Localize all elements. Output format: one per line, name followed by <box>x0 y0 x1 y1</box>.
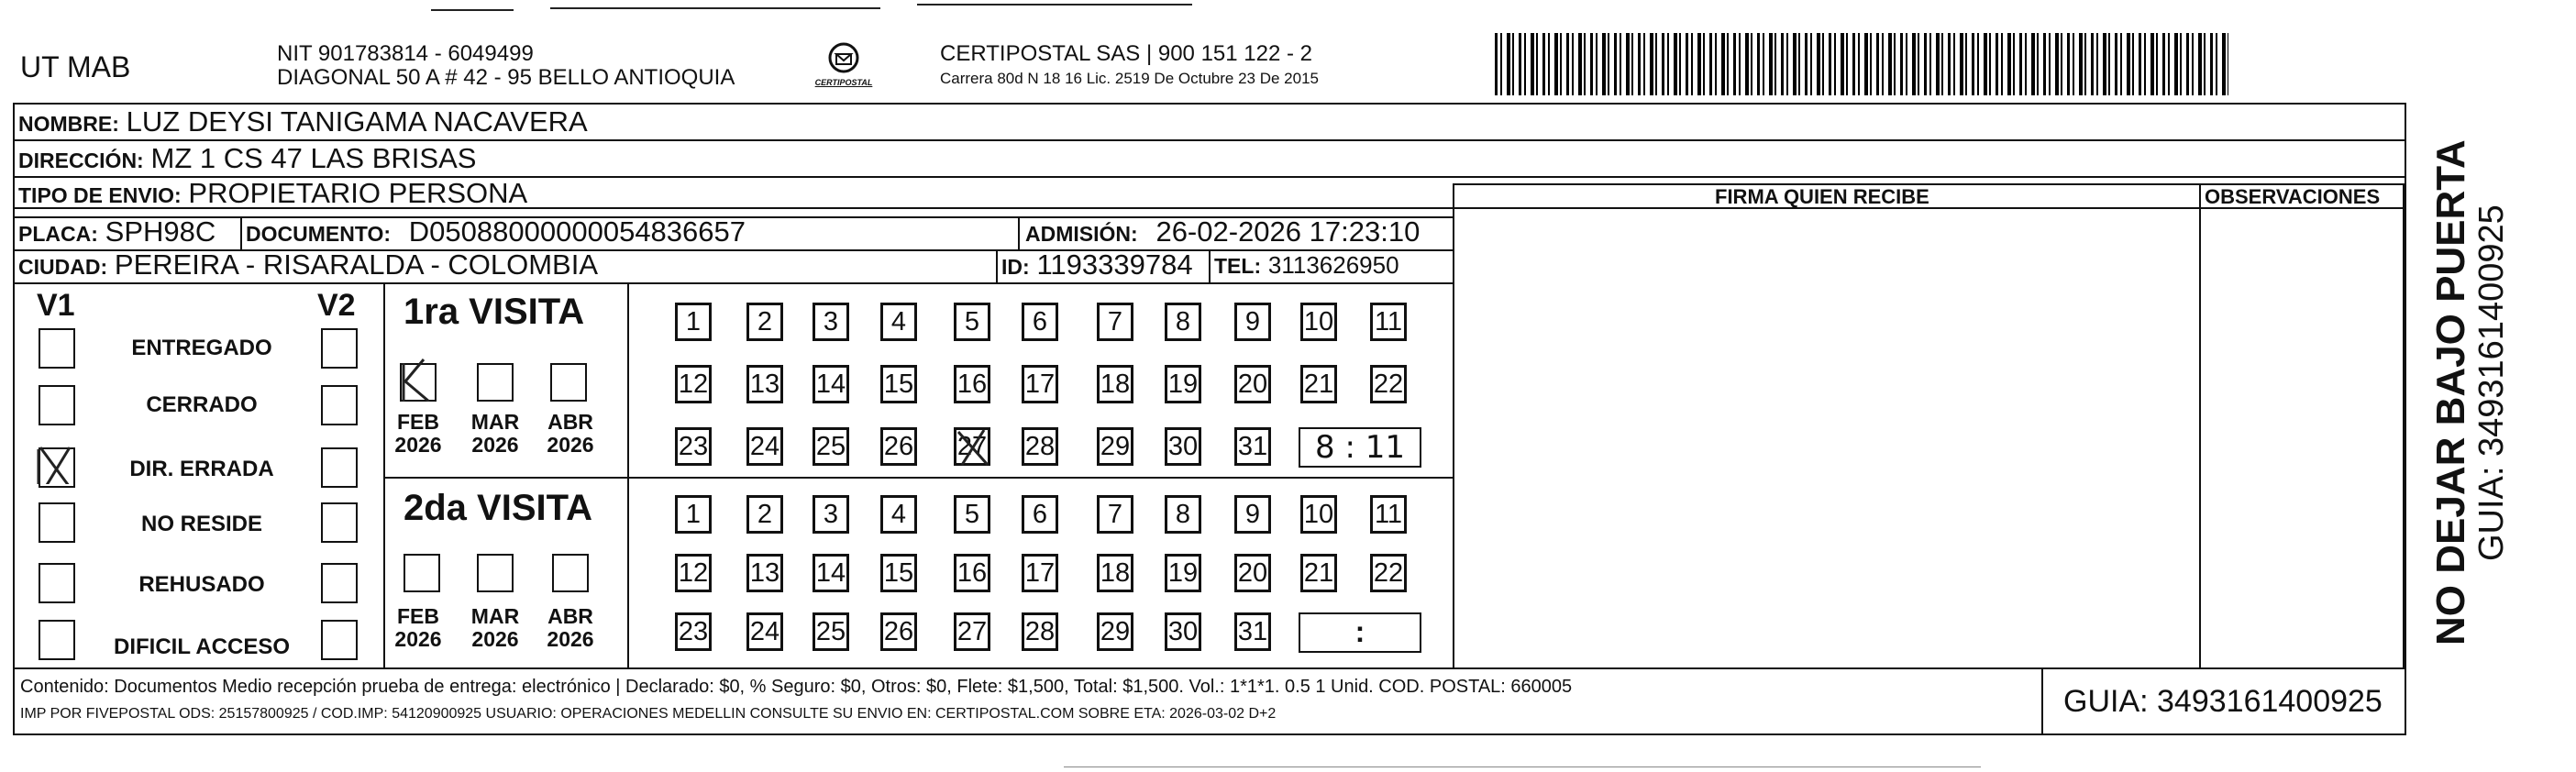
nombre-label: NOMBRE: <box>18 112 119 136</box>
direccion-value: MZ 1 CS 47 LAS BRISAS <box>150 142 477 174</box>
visit-2-day-11[interactable]: 11 <box>1370 495 1407 534</box>
observaciones-header: OBSERVACIONES <box>2205 185 2381 208</box>
visit-1-time-box[interactable] <box>1299 427 1421 468</box>
visit-1-day-30[interactable]: 30 <box>1165 427 1201 466</box>
v2-checkbox-no-reside[interactable] <box>321 502 358 543</box>
company-nit: NIT 901783814 - 6049499 <box>277 41 534 66</box>
visit-2-day-17[interactable]: 17 <box>1022 554 1058 592</box>
v2-checkbox-entregado[interactable] <box>321 328 358 369</box>
visit-1-month-label: FEB 2026 <box>394 410 442 457</box>
visit-2-day-2[interactable]: 2 <box>746 495 783 534</box>
visit-2-day-12[interactable]: 12 <box>675 554 712 592</box>
status-option-label: CERRADO <box>146 392 258 417</box>
visit-2-day-7[interactable]: 7 <box>1097 495 1133 534</box>
visit-1-day-9[interactable]: 9 <box>1234 303 1271 341</box>
visit-2-day-4[interactable]: 4 <box>880 495 917 534</box>
handwritten-mark-icon <box>953 425 993 467</box>
visit-2-month-mar-checkbox[interactable] <box>477 554 514 592</box>
direccion-row <box>18 142 477 174</box>
courier-name: CERTIPOSTAL SAS | 900 151 122 - 2 <box>940 41 1312 66</box>
direccion-label: DIRECCIÓN: <box>18 149 144 172</box>
visit-1-day-19[interactable]: 19 <box>1165 365 1201 403</box>
visit-1-day-26[interactable]: 26 <box>880 427 917 466</box>
handwritten-mark-icon <box>398 356 438 402</box>
visit-1-day-13[interactable]: 13 <box>746 365 783 403</box>
visit-2-day-1[interactable]: 1 <box>675 495 712 534</box>
visit-1-day-24[interactable]: 24 <box>746 427 783 466</box>
footer-guia: GUIA: 3493161400925 <box>2063 684 2383 719</box>
envelope-logo-icon <box>825 42 862 73</box>
visit-1-day-31[interactable]: 31 <box>1234 427 1271 466</box>
visit-1-day-6[interactable]: 6 <box>1022 303 1058 341</box>
tipo-row <box>18 177 528 209</box>
visit-1-day-3[interactable]: 3 <box>813 303 849 341</box>
status-option-label: DIR. ERRADA <box>129 457 274 481</box>
visit-2-title: 2da VISITA <box>404 488 592 528</box>
visit-2-day-26[interactable]: 26 <box>880 612 917 651</box>
ciudad-cell <box>18 248 599 281</box>
visit-1-day-17[interactable]: 17 <box>1022 365 1058 403</box>
v1-header: V1 <box>37 288 75 323</box>
visit-1-day-16[interactable]: 16 <box>954 365 990 403</box>
tipo-label: TIPO DE ENVIO: <box>18 183 182 207</box>
side-notice: NO DEJAR BAJO PUERTA <box>2428 139 2473 645</box>
visit-2-day-16[interactable]: 16 <box>954 554 990 592</box>
documento-cell <box>246 215 746 248</box>
courier-license: Carrera 80d N 18 16 Lic. 2519 De Octubre 23 De 2015 <box>940 70 1319 87</box>
placa-label: PLACA: <box>18 222 98 246</box>
v2-checkbox-rehusado[interactable] <box>321 563 358 603</box>
admision-cell <box>1025 215 1421 248</box>
status-option-label: ENTREGADO <box>131 336 272 360</box>
company-address: DIAGONAL 50 A # 42 - 95 BELLO ANTIOQUIA <box>277 65 735 90</box>
visit-2-day-10[interactable]: 10 <box>1300 495 1337 534</box>
visit-1-day-1[interactable]: 1 <box>675 303 712 341</box>
placa-value: SPH98C <box>105 215 216 248</box>
visit-1-day-22[interactable]: 22 <box>1370 365 1407 403</box>
logo-text: CERTIPOSTAL <box>814 78 873 87</box>
ciudad-label: CIUDAD: <box>18 255 108 279</box>
visit-1-day-20[interactable]: 20 <box>1234 365 1271 403</box>
visit-2-day-23[interactable]: 23 <box>675 612 712 651</box>
visit-2-day-18[interactable]: 18 <box>1097 554 1133 592</box>
ciudad-value: PEREIRA - RISARALDA - COLOMBIA <box>114 248 599 281</box>
visit-1-day-27[interactable]: 27 <box>954 427 990 466</box>
courier-logo <box>812 42 876 87</box>
visit-1-time: 8 : 11 <box>1315 429 1405 466</box>
v1-checkbox-rehusado[interactable] <box>39 563 75 603</box>
status-option-label: REHUSADO <box>138 572 265 597</box>
v1-checkbox-entregado[interactable] <box>39 328 75 369</box>
visit-2-day-5[interactable]: 5 <box>954 495 990 534</box>
v2-header: V2 <box>317 288 356 323</box>
visit-2-day-29[interactable]: 29 <box>1097 612 1133 651</box>
visit-1-day-21[interactable]: 21 <box>1300 365 1337 403</box>
tel-value: 3113626950 <box>1267 251 1399 279</box>
placa-cell <box>18 215 216 248</box>
admision-value: 26-02-2026 17:23:10 <box>1155 215 1421 248</box>
v1-checkbox-dificil-acceso[interactable] <box>39 620 75 660</box>
visit-1-title: 1ra VISITA <box>404 292 585 332</box>
visit-1-day-15[interactable]: 15 <box>880 365 917 403</box>
id-value: 1193339784 <box>1036 248 1193 281</box>
visit-2-day-13[interactable]: 13 <box>746 554 783 592</box>
visit-1-day-18[interactable]: 18 <box>1097 365 1133 403</box>
visit-2-day-24[interactable]: 24 <box>746 612 783 651</box>
visit-2-day-28[interactable]: 28 <box>1022 612 1058 651</box>
visit-2-day-8[interactable]: 8 <box>1165 495 1201 534</box>
tel-label: TEL: <box>1214 254 1262 278</box>
id-cell <box>1001 248 1193 281</box>
visit-2-day-25[interactable]: 25 <box>813 612 849 651</box>
v2-checkbox-dificil-acceso[interactable] <box>321 620 358 660</box>
visit-2-day-30[interactable]: 30 <box>1165 612 1201 651</box>
documento-value: D05088000000054836657 <box>408 215 746 248</box>
visit-2-day-3[interactable]: 3 <box>813 495 849 534</box>
visit-1-day-28[interactable]: 28 <box>1022 427 1058 466</box>
id-label: ID: <box>1001 255 1030 279</box>
imp-text: IMP POR FIVEPOSTAL ODS: 25157800925 / COD.IMP: 54120900925 USUARIO: OPERACIONES MEDELLIN CONSULTE SU ENVIO EN: CERTIPOSTAL.COM SOBRE ETA: 2026-03-02 D+2 <box>20 706 1277 722</box>
bottom-edge-line <box>1064 766 1981 767</box>
visit-2-day-20[interactable]: 20 <box>1234 554 1271 592</box>
firma-header: FIRMA QUIEN RECIBE <box>1715 185 1929 208</box>
visit-1-day-5[interactable]: 5 <box>954 303 990 341</box>
v1-checkbox-no-reside[interactable] <box>39 502 75 543</box>
visit-1-month-label: MAR 2026 <box>470 410 520 457</box>
admision-label: ADMISIÓN: <box>1025 222 1138 246</box>
status-option-label: DIFICIL ACCESO <box>113 634 290 659</box>
top-edge-line <box>917 4 1192 6</box>
visit-2-month-label: FEB 2026 <box>394 604 442 651</box>
visit-1-day-10[interactable]: 10 <box>1300 303 1337 341</box>
visit-2-month-abr-checkbox[interactable] <box>552 554 589 592</box>
documento-label: DOCUMENTO: <box>246 222 392 246</box>
company-name: UT MAB <box>20 50 131 83</box>
visit-1-day-4[interactable]: 4 <box>880 303 917 341</box>
visit-1-month-abr-checkbox[interactable] <box>550 363 587 402</box>
visit-2-day-9[interactable]: 9 <box>1234 495 1271 534</box>
v2-checkbox-cerrado[interactable] <box>321 385 358 425</box>
visit-2-day-14[interactable]: 14 <box>813 554 849 592</box>
visit-2-day-27[interactable]: 27 <box>954 612 990 651</box>
side-guia: GUIA: 3493161400925 <box>2472 204 2511 561</box>
visit-1-day-2[interactable]: 2 <box>746 303 783 341</box>
visit-1-day-23[interactable]: 23 <box>675 427 712 466</box>
visit-2-month-label: MAR 2026 <box>470 604 520 651</box>
visit-1-day-29[interactable]: 29 <box>1097 427 1133 466</box>
tel-cell <box>1214 251 1399 280</box>
visit-1-month-feb-checkbox[interactable] <box>400 363 437 402</box>
contenido-text: Contenido: Documentos Medio recepción prueba de entrega: electrónico | Declarado: $0, % Seguro: $0, Otros: $0, Flete: $1,500, Total: $1,500. Vol.: 1*1*1. 0.5 1 Unid. COD. POSTAL: 660005 <box>20 677 1573 697</box>
visit-1-day-8[interactable]: 8 <box>1165 303 1201 341</box>
v1-checkbox-dir-errada[interactable] <box>39 447 75 488</box>
status-option-label: NO RESIDE <box>140 512 263 536</box>
nombre-row <box>18 105 588 138</box>
barcode <box>1495 33 2228 95</box>
visit-2-day-15[interactable]: 15 <box>880 554 917 592</box>
visit-2-day-21[interactable]: 21 <box>1300 554 1337 592</box>
visit-1-day-11[interactable]: 11 <box>1370 303 1407 341</box>
tipo-value: PROPIETARIO PERSONA <box>188 177 528 209</box>
visit-2-time: : <box>1354 615 1365 648</box>
handwritten-mark-icon <box>37 444 73 484</box>
nombre-value: LUZ DEYSI TANIGAMA NACAVERA <box>126 105 588 138</box>
visit-2-day-6[interactable]: 6 <box>1022 495 1058 534</box>
visit-1-day-25[interactable]: 25 <box>813 427 849 466</box>
visit-2-month-label: ABR 2026 <box>547 604 594 651</box>
top-edge-line <box>550 7 880 9</box>
visit-2-time-box[interactable] <box>1299 612 1421 653</box>
visit-1-month-mar-checkbox[interactable] <box>477 363 514 402</box>
visit-1-month-label: ABR 2026 <box>547 410 594 457</box>
v2-checkbox-dir-errada[interactable] <box>321 447 358 488</box>
visit-1-day-12[interactable]: 12 <box>675 365 712 403</box>
visit-1-day-14[interactable]: 14 <box>813 365 849 403</box>
visit-2-month-feb-checkbox[interactable] <box>404 554 440 592</box>
visit-2-day-31[interactable]: 31 <box>1234 612 1271 651</box>
v1-checkbox-cerrado[interactable] <box>39 385 75 425</box>
top-edge-line <box>431 9 514 11</box>
visit-2-day-22[interactable]: 22 <box>1370 554 1407 592</box>
visit-2-day-19[interactable]: 19 <box>1165 554 1201 592</box>
visit-1-day-7[interactable]: 7 <box>1097 303 1133 341</box>
